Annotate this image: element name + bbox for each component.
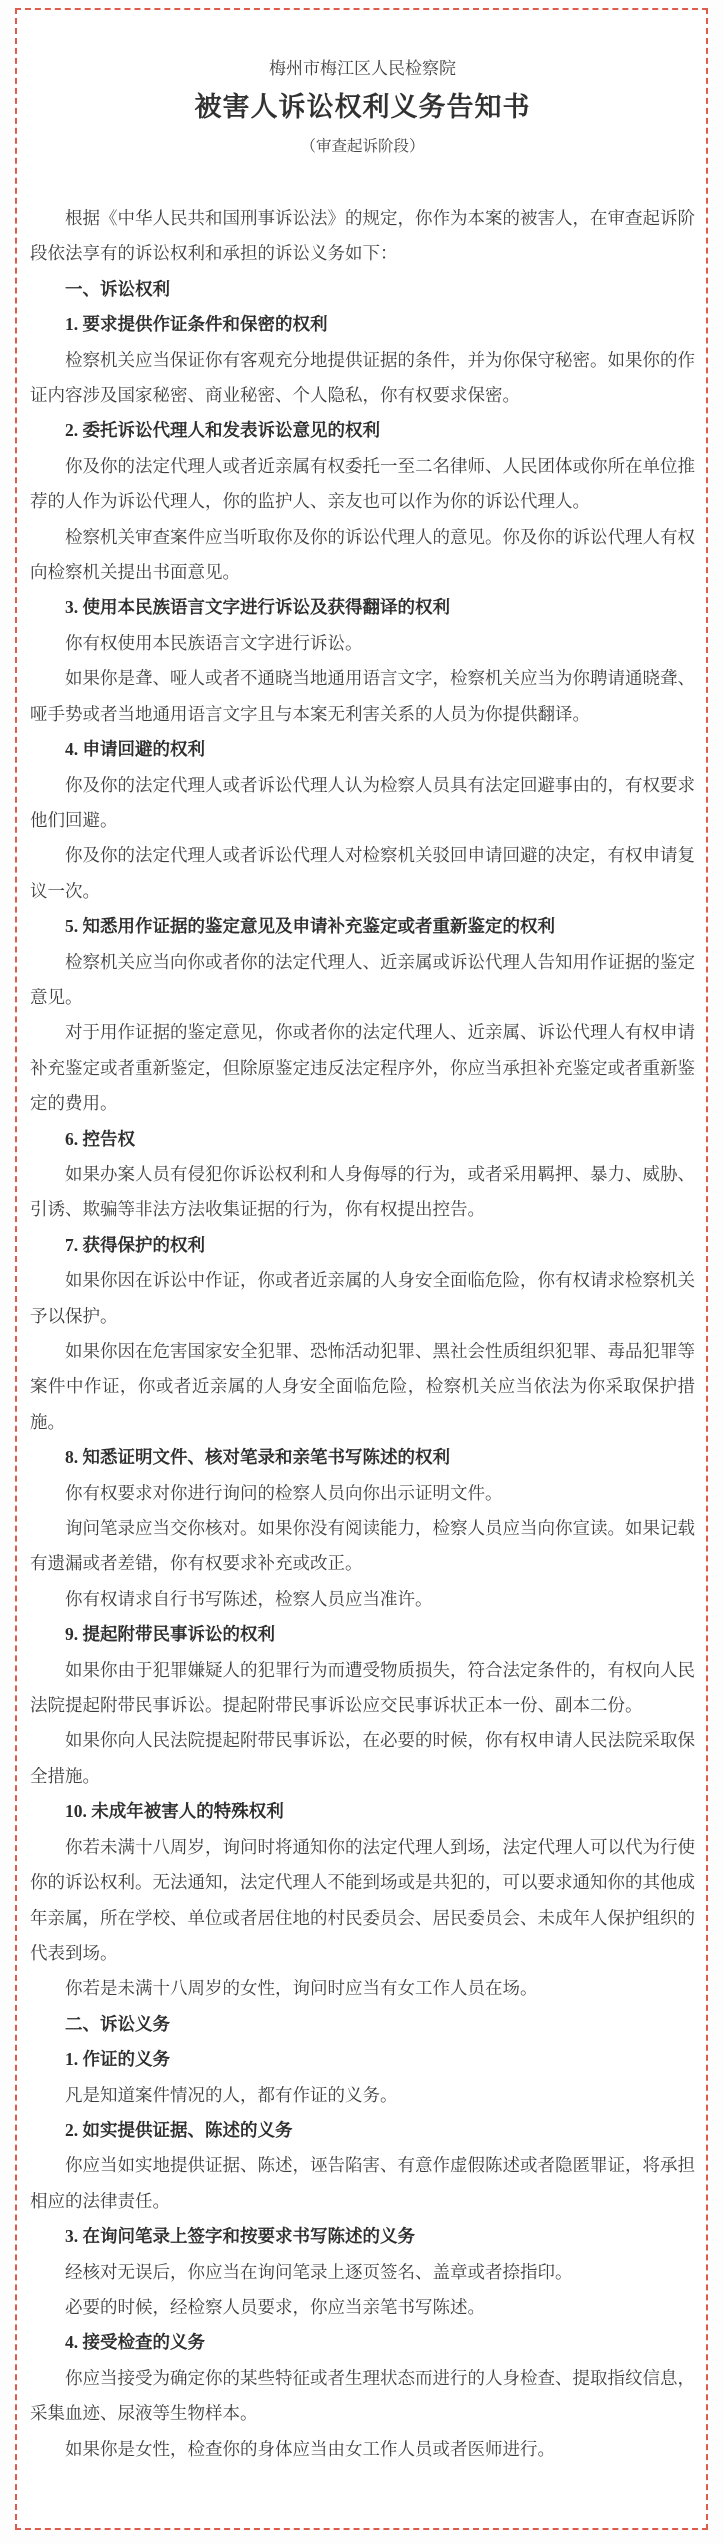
paragraph-item: 3. 在询问笔录上签字和按要求书写陈述的义务 xyxy=(65,2226,415,2247)
paragraph-body: 你及你的法定代理人或者近亲属有权委托一至二名律师、人民团体或你所在单位推荐的人作为诉讼代理人，你的监护人、亲友也可以作为你的诉讼代理人。 xyxy=(30,455,695,512)
paragraph-body: 你若未满十八周岁，询问时将通知你的法定代理人到场，法定代理人可以代为行使你的诉讼权利。无法通知，法定代理人不能到场或是共犯的，可以要求通知你的其他成年亲属，所在学校、单位或者居住地的村民委员会、居民委员会、未成年人保护组织的代表到场。 xyxy=(30,1836,695,1963)
paragraph-item: 5. 知悉用作证据的鉴定意见及申请补充鉴定或者重新鉴定的权利 xyxy=(65,916,555,937)
paragraph-body: 你若是未满十八周岁的女性，询问时应当有女工作人员在场。 xyxy=(65,1978,538,1999)
paragraph-item: 4. 申请回避的权利 xyxy=(65,739,205,760)
paragraph-body: 如果你向人民法院提起附带民事诉讼，在必要的时候，你有权申请人民法院采取保全措施。 xyxy=(30,1730,695,1786)
document-page xyxy=(15,8,708,2530)
paragraph-section: 二、诉讼义务 xyxy=(65,2013,170,2034)
paragraph-item: 9. 提起附带民事诉讼的权利 xyxy=(65,1624,275,1645)
paragraph-body: 如果你因在诉讼中作证，你或者近亲属的人身安全面临危险，你有权请求检察机关予以保护。 xyxy=(30,1270,695,1326)
paragraph-body: 经核对无误后，你应当在询问笔录上逐页签名、盖章或者捺指印。 xyxy=(65,2261,573,2282)
paragraph-body: 你有权请求自行书写陈述，检察人员应当准许。 xyxy=(65,1588,433,1609)
paragraph-item: 2. 如实提供证据、陈述的义务 xyxy=(65,2119,293,2140)
paragraph-item: 8. 知悉证明文件、核对笔录和亲笔书写陈述的权利 xyxy=(65,1447,450,1468)
paragraph-body: 检察机关应当向你或者你的法定代理人、近亲属或诉讼代理人告知用作证据的鉴定意见。 xyxy=(30,951,695,1007)
paragraph-body: 凡是知道案件情况的人，都有作证的义务。 xyxy=(65,2084,398,2105)
paragraph-item: 6. 控告权 xyxy=(65,1128,135,1149)
document-body xyxy=(30,201,695,2467)
paragraph-item: 2. 委托诉讼代理人和发表诉讼意见的权利 xyxy=(65,420,380,441)
paragraph-item: 1. 要求提供作证条件和保密的权利 xyxy=(65,314,328,335)
paragraph-body: 对于用作证据的鉴定意见，你或者你的法定代理人、近亲属、诉讼代理人有权申请补充鉴定或者重新鉴定，但除原鉴定违反法定程序外，你应当承担补充鉴定或者重新鉴定的费用。 xyxy=(30,1022,695,1114)
paragraph-body: 检察机关应当保证你有客观充分地提供证据的条件，并为你保守秘密。如果你的作证内容涉及国家秘密、商业秘密、个人隐私，你有权要求保密。 xyxy=(30,349,695,406)
paragraph-body: 你有权要求对你进行询问的检察人员向你出示证明文件。 xyxy=(65,1482,503,1503)
paragraph-body: 你有权使用本民族语言文字进行诉讼。 xyxy=(65,632,363,653)
paragraph-body: 如果你是聋、哑人或者不通晓当地通用语言文字，检察机关应当为你聘请通晓聋、哑手势或者当地通用语言文字且与本案无利害关系的人员为你提供翻译。 xyxy=(30,668,695,724)
paragraph-item: 7. 获得保护的权利 xyxy=(65,1234,205,1255)
paragraph-body: 检察机关审查案件应当听取你及你的诉讼代理人的意见。你及你的诉讼代理人有权向检察机关提出书面意见。 xyxy=(30,526,695,583)
paragraph-body: 你及你的法定代理人或者诉讼代理人对检察机关驳回申请回避的决定，有权申请复议一次。 xyxy=(30,845,695,901)
paragraph-body: 你应当接受为确定你的某些特征或者生理状态而进行的人身检查、提取指纹信息，采集血迹、尿液等生物样本。 xyxy=(30,2367,695,2424)
paragraph-body: 如果你是女性，检查你的身体应当由女工作人员或者医师进行。 xyxy=(65,2438,555,2459)
paragraph-section: 一、诉讼权利 xyxy=(65,278,170,299)
paragraph-item: 1. 作证的义务 xyxy=(65,2049,170,2070)
paragraph-body: 你及你的法定代理人或者诉讼代理人认为检察人员具有法定回避事由的，有权要求他们回避。 xyxy=(30,774,695,830)
paragraph-item: 3. 使用本民族语言文字进行诉讼及获得翻译的权利 xyxy=(65,597,450,618)
paragraph-body: 你应当如实地提供证据、陈述，诬告陷害、有意作虚假陈述或者隐匿罪证，将承担相应的法律责任。 xyxy=(30,2155,695,2211)
paragraph-body: 询问笔录应当交你核对。如果你没有阅读能力，检察人员应当向你宣读。如果记载有遗漏或者差错，你有权要求补充或改正。 xyxy=(30,1518,695,1574)
agency-name: 梅州市梅江区人民检察院 xyxy=(269,59,456,78)
paragraph-body: 必要的时候，经检察人员要求，你应当亲笔书写陈述。 xyxy=(65,2296,485,2317)
paragraph-item: 4. 接受检查的义务 xyxy=(65,2332,205,2353)
paragraph-body: 如果你因在危害国家安全犯罪、恐怖活动犯罪、黑社会性质组织犯罪、毒品犯罪等案件中作证，你或者近亲属的人身安全面临危险，检察机关应当依法为你采取保护措施。 xyxy=(30,1341,695,1432)
document-subtitle: （审查起诉阶段） xyxy=(300,138,425,155)
paragraph-body: 如果办案人员有侵犯你诉讼权利和人身侮辱的行为，或者采用羁押、暴力、威胁、引诱、欺骗等非法方法收集证据的行为，你有权提出控告。 xyxy=(30,1163,695,1220)
document-header xyxy=(30,58,695,157)
document-title: 被害人诉讼权利义务告知书 xyxy=(194,92,531,122)
paragraph-body: 根据《中华人民共和国刑事诉讼法》的规定，你作为本案的被害人，在审查起诉阶段依法享有的诉讼权利和承担的诉讼义务如下： xyxy=(30,208,695,264)
paragraph-item: 10. 未成年被害人的特殊权利 xyxy=(65,1801,284,1822)
paragraph-body: 如果你由于犯罪嫌疑人的犯罪行为而遭受物质损失，符合法定条件的，有权向人民法院提起附带民事诉讼。提起附带民事诉讼应交民事诉状正本一份、副本二份。 xyxy=(30,1659,695,1716)
